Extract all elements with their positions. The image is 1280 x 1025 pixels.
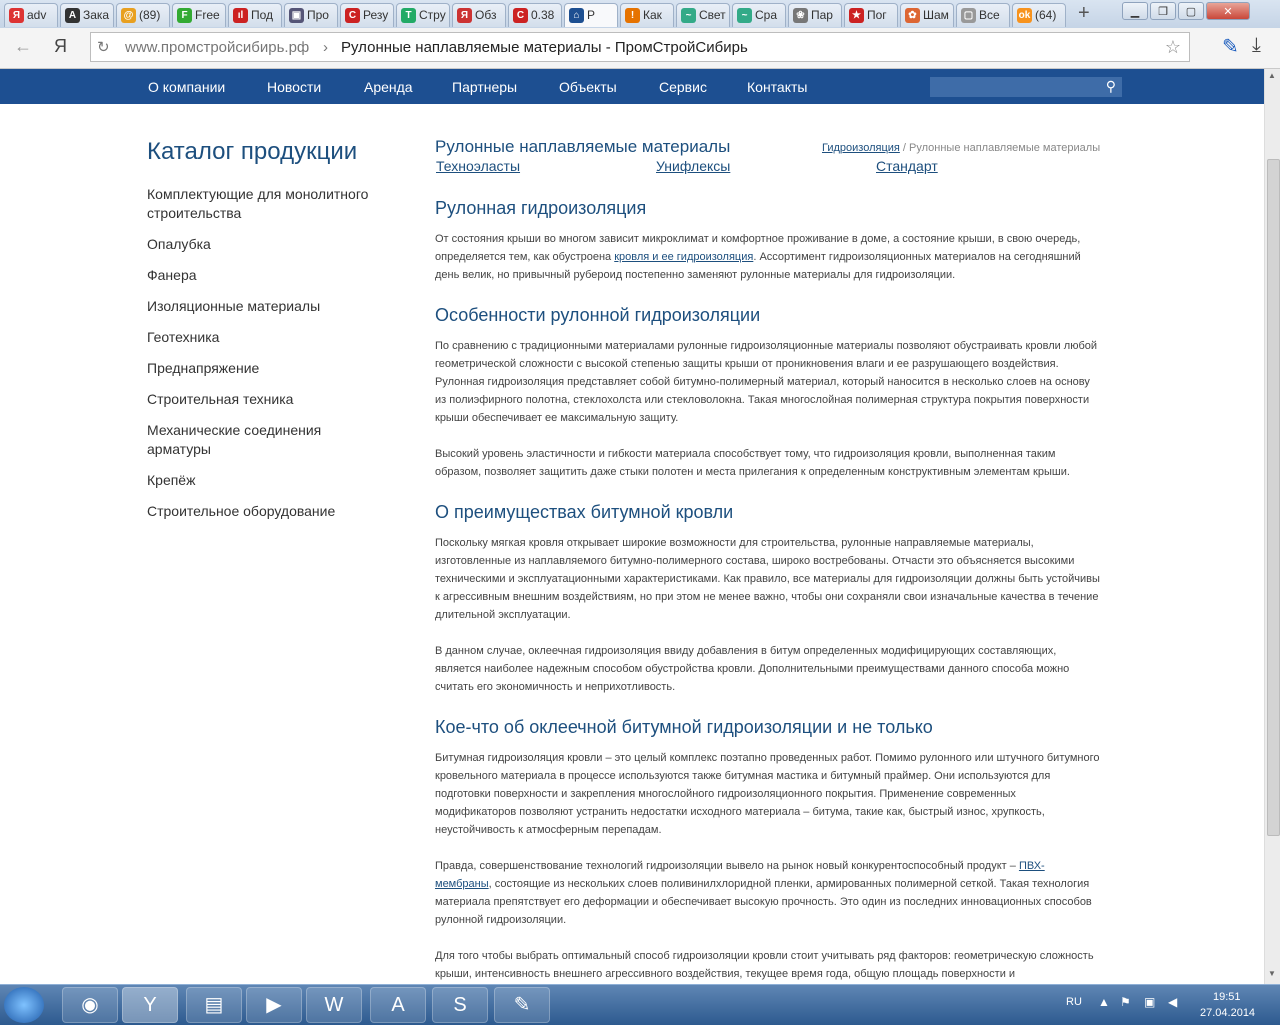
browser-tab[interactable] bbox=[396, 3, 450, 27]
address-bar[interactable] bbox=[90, 32, 1190, 62]
tab-title: 0.38 bbox=[531, 8, 555, 22]
pvc-membrane-link[interactable]: ПВХ-мембраны bbox=[435, 860, 1045, 890]
paragraph: По сравнению с традиционными материалами рулонные гидроизоляционные материалы позволяют обустраивать кровли любой геометрической сложности с высокой степенью защиты крыши от проникновения влаги и ее разрушающего воздействия. Рулонная гидроизоляция представляет собой битумно-полимерный материал, который наносится в несколько слоев на основу из полиэфирного полотна, стеклохолста или стекловолокна. Такая многослойная полимерная структура покрытия поверхности крыши обеспечивает ее максимальную защиту. bbox=[435, 340, 1098, 424]
tab-title: Пог bbox=[867, 8, 887, 22]
catalog-item[interactable]: Изоляционные материалы bbox=[147, 298, 321, 314]
page-scrollbar[interactable] bbox=[1264, 69, 1280, 984]
reload-icon[interactable]: ↻ bbox=[97, 39, 110, 56]
site-search-box[interactable] bbox=[930, 77, 1122, 97]
tab-title: Про bbox=[307, 8, 329, 22]
new-tab-button[interactable]: + bbox=[1078, 2, 1090, 24]
folder-icon[interactable]: ▤ bbox=[186, 987, 242, 1023]
catalog-item[interactable]: Строительное оборудование bbox=[147, 503, 336, 519]
paragraph bbox=[435, 230, 1100, 284]
search-icon[interactable]: ⚲ bbox=[1105, 78, 1116, 94]
chrome-icon[interactable]: ◉ bbox=[62, 987, 118, 1023]
catalog-item[interactable]: Фанера bbox=[147, 267, 197, 283]
catalog-item[interactable]: Опалубка bbox=[147, 236, 211, 252]
browser-tab[interactable] bbox=[956, 3, 1010, 27]
close-window-button[interactable]: ✕ bbox=[1206, 2, 1250, 20]
tab-title: (64) bbox=[1035, 8, 1057, 22]
menu-item-objects[interactable]: Объекты bbox=[559, 79, 617, 95]
tab-favicon-icon: ✿ bbox=[905, 8, 920, 23]
windows-taskbar bbox=[0, 984, 1280, 1025]
tab-title: Резу bbox=[363, 8, 389, 22]
site-search-input[interactable] bbox=[930, 77, 1094, 97]
tab-title: Все bbox=[979, 8, 1000, 22]
menu-item-service[interactable]: Сервис bbox=[659, 79, 707, 95]
tab-title: Сра bbox=[755, 8, 778, 22]
paragraph-text: , состоящие из нескольких слоев поливинилхлоридной пленки, армированных полимерной сеткой. Такая технология материала препятствует его деформации и обеспечивает высокую прочность. Это один из последних инновационных способов рулонной гидроизоляции. bbox=[435, 878, 1092, 926]
scrollbar-thumb[interactable] bbox=[1267, 159, 1280, 836]
browser-tab[interactable] bbox=[564, 3, 618, 27]
tab-favicon-icon: ~ bbox=[737, 8, 752, 23]
yandex-browser-icon[interactable]: Y bbox=[122, 987, 178, 1023]
tab-favicon-icon: T bbox=[401, 8, 416, 23]
skype-icon[interactable]: S bbox=[432, 987, 488, 1023]
menu-item-partners[interactable]: Партнеры bbox=[452, 79, 518, 95]
tab-favicon-icon: ▣ bbox=[289, 8, 304, 23]
browser-toolbar bbox=[0, 28, 1280, 69]
tab-favicon-icon: ~ bbox=[681, 8, 696, 23]
scroll-up-arrow-icon[interactable]: ▲ bbox=[1268, 71, 1276, 80]
breadcrumb-current: Рулонные наплавляемые материалы bbox=[909, 142, 1101, 154]
paragraph: Высокий уровень эластичности и гибкости материала способствует тому, что гидроизоляция кровли, выполненная таким образом, позволяет защитить даже стыки полотен и места прилегания к определенным конструктивным элементам крыши. bbox=[435, 448, 1070, 478]
catalog-item[interactable]: Комплектующие для монолитного строительства bbox=[147, 186, 369, 221]
start-button[interactable] bbox=[4, 987, 44, 1023]
tab-title: adv bbox=[27, 8, 47, 22]
tab-favicon-icon: @ bbox=[121, 8, 136, 23]
browser-tab[interactable] bbox=[4, 3, 58, 27]
page-title: Рулонные наплавляемые материалы bbox=[435, 137, 731, 156]
clock-time[interactable]: 19:51 bbox=[1213, 991, 1241, 1003]
section-heading: О преимуществах битумной кровли bbox=[435, 502, 734, 522]
browser-tab[interactable] bbox=[844, 3, 898, 27]
bookmark-star-icon[interactable]: ☆ bbox=[1164, 37, 1181, 57]
yandex-logo-icon[interactable]: Я bbox=[54, 36, 67, 56]
back-arrow-icon[interactable]: ← bbox=[14, 36, 32, 56]
tab-title: (89) bbox=[139, 8, 161, 22]
clock-date[interactable]: 27.04.2014 bbox=[1200, 1007, 1256, 1019]
tab-favicon-icon: C bbox=[345, 8, 360, 23]
paragraph: Битумная гидроизоляция кровли – это целый комплекс поэтапно проведенных работ. Помимо рулонного или штучного битумного кровельного материала в процессе используются также битумная мастика и битумный праймер. Они используются для подготовки поверхности и закрепления многослойного гидроизоляционного покрытия. Применение современных модификаторов позволяют устранить недостатки исходного материала – битума, такие как, быстрый износ, хрупкость, неустойчивость к атмосферным перепадам. bbox=[435, 752, 1100, 836]
browser-tab[interactable] bbox=[228, 3, 282, 27]
paragraph-text: . Ассортимент гидроизоляционных материалов на сегодняшний день велик, но привычный рубероид постепенно заменяют рулонные материалы для гидроизоляции. bbox=[435, 251, 1081, 281]
section-heading: Особенности рулонной гидроизоляции bbox=[435, 305, 761, 325]
tab-title: Как bbox=[643, 8, 662, 22]
paragraph: Для того чтобы выбрать оптимальный способ гидроизоляции кровли стоит учитывать ряд факторов: геометрическую сложность крыши, интенсивность внешнего агрессивного воздействия, текущее время года, общую площадь поверхности и bbox=[435, 950, 1094, 980]
network-icon[interactable]: ▣ bbox=[1144, 995, 1156, 1009]
address-url: www.промстройсибирь.рф bbox=[125, 39, 310, 56]
volume-icon[interactable]: ◀ bbox=[1168, 995, 1178, 1009]
pencil-icon[interactable]: ✎ bbox=[1222, 36, 1239, 58]
tab-favicon-icon: C bbox=[513, 8, 528, 23]
browser-tab[interactable] bbox=[788, 3, 842, 27]
paragraph-text: От состояния крыши во многом зависит микроклимат и комфортное проживание в доме, а состояние крыши, в свою очередь, определяется тем, как обустроена bbox=[435, 233, 1081, 263]
paragraph bbox=[435, 857, 1100, 929]
address-separator: › bbox=[323, 39, 328, 56]
tab-favicon-icon: ▢ bbox=[961, 8, 976, 23]
tab-favicon-icon: ❀ bbox=[793, 8, 808, 23]
browser-tab[interactable] bbox=[732, 3, 786, 27]
menu-item-rent[interactable]: Аренда bbox=[364, 79, 413, 95]
catalog-item[interactable]: Крепёж bbox=[147, 472, 196, 488]
text-editor-icon[interactable]: A bbox=[370, 987, 426, 1023]
menu-item-news[interactable]: Новости bbox=[267, 79, 322, 95]
paragraph-text: Правда, совершенствование технологий гидроизоляции вывело на рынок новый конкурентоспособный продукт – bbox=[435, 860, 1019, 872]
browser-tab[interactable] bbox=[452, 3, 506, 27]
show-hidden-icons-icon[interactable]: ▲ bbox=[1098, 995, 1110, 1009]
catalog-title: Каталог продукции bbox=[147, 138, 358, 165]
address-page-title: Рулонные наплавляемые материалы - ПромСтройСибирь bbox=[341, 39, 748, 56]
tab-favicon-icon: ıl bbox=[233, 8, 248, 23]
breadcrumb-parent-link[interactable]: Гидроизоляция bbox=[822, 142, 900, 154]
tab-title: Шам bbox=[923, 8, 949, 22]
scroll-down-arrow-icon[interactable]: ▼ bbox=[1268, 969, 1276, 978]
tab-favicon-icon: Я bbox=[457, 8, 472, 23]
sublink-standard[interactable]: Стандарт bbox=[876, 158, 938, 174]
menu-item-contacts[interactable]: Контакты bbox=[747, 79, 808, 95]
section-heading: Рулонная гидроизоляция bbox=[435, 198, 647, 218]
browser-tab[interactable] bbox=[900, 3, 954, 27]
paint-icon[interactable]: ✎ bbox=[494, 987, 550, 1023]
tab-favicon-icon: A bbox=[65, 8, 80, 23]
word-icon[interactable]: W bbox=[306, 987, 362, 1023]
tab-favicon-icon: F bbox=[177, 8, 192, 23]
breadcrumb bbox=[822, 142, 1100, 154]
catalog-item[interactable]: Преднапряжение bbox=[147, 360, 260, 376]
browser-tab[interactable] bbox=[340, 3, 394, 27]
tab-title: Обз bbox=[475, 8, 497, 22]
browser-tab-strip bbox=[0, 0, 1280, 29]
browser-tab[interactable] bbox=[1012, 3, 1066, 27]
sublink-uniflex[interactable]: Унифлексы bbox=[656, 158, 731, 174]
tab-title: Под bbox=[251, 8, 274, 22]
download-icon[interactable]: ⤓ bbox=[1252, 34, 1261, 56]
site-main-menu bbox=[0, 69, 1264, 104]
restore-button[interactable]: ❐ bbox=[1150, 2, 1176, 20]
paragraph: Поскольку мягкая кровля открывает широкие возможности для строительства, рулонные направляемые материалы, изготовленные из наплавляемого битумно-полимерного состава, широко востребованы. Отчасти это объясняется высокими техническими и эксплуатационными характеристиками. Как правило, все материалы для гидроизоляции должны быть устойчивы к агрессивным внешним воздействиям, но при этом не менее важно, чтобы они сохраняли свои изначальные качества в течение длительной эксплуатации. bbox=[435, 537, 1100, 621]
breadcrumb-separator: / bbox=[899, 142, 910, 154]
browser-tab[interactable] bbox=[620, 3, 674, 27]
media-player-icon[interactable]: ▶ bbox=[246, 987, 302, 1023]
sublink-technoelast[interactable]: Техноэласты bbox=[436, 158, 521, 174]
tab-favicon-icon: ★ bbox=[849, 8, 864, 23]
tab-favicon-icon: ⌂ bbox=[569, 8, 584, 23]
tab-title: Пар bbox=[811, 8, 833, 22]
tab-title: Свет bbox=[699, 8, 726, 22]
flag-icon[interactable]: ⚑ bbox=[1120, 995, 1131, 1009]
catalog-item[interactable]: Механические соединения арматуры bbox=[147, 422, 322, 457]
tab-favicon-icon: ok bbox=[1018, 10, 1031, 21]
browser-tab[interactable] bbox=[284, 3, 338, 27]
tab-favicon-icon: ! bbox=[625, 8, 640, 23]
tab-favicon-icon: Я bbox=[9, 8, 24, 23]
menu-item-about[interactable]: О компании bbox=[148, 79, 226, 95]
browser-tab[interactable] bbox=[508, 3, 562, 27]
catalog-item[interactable]: Строительная техника bbox=[147, 391, 294, 407]
tab-title: Зака bbox=[83, 8, 110, 22]
browser-tab[interactable] bbox=[676, 3, 730, 27]
language-indicator[interactable]: RU bbox=[1066, 996, 1082, 1008]
maximize-button[interactable]: ▢ bbox=[1178, 2, 1204, 20]
tab-title: Р bbox=[587, 8, 596, 22]
browser-tab[interactable] bbox=[116, 3, 170, 27]
catalog-item[interactable]: Геотехника bbox=[147, 329, 220, 345]
browser-tab[interactable] bbox=[60, 3, 114, 27]
section-heading: Кое-что об оклеечной битумной гидроизоляции и не только bbox=[435, 717, 933, 737]
minimize-button[interactable]: ▁ bbox=[1122, 2, 1148, 20]
tab-title: Стру bbox=[419, 8, 446, 22]
roof-waterproofing-link[interactable]: кровля и ее гидроизоляция bbox=[614, 251, 754, 263]
paragraph: В данном случае, оклеечная гидроизоляция ввиду добавления в битум определенных модифицирующих составляющих, является наиболее надежным способом обустройства кровли. Дополнительными преимуществами данного способа можно считать его экономичность и неприхотливость. bbox=[435, 645, 1070, 693]
browser-tab[interactable] bbox=[172, 3, 226, 27]
tab-title: Free bbox=[195, 8, 220, 22]
